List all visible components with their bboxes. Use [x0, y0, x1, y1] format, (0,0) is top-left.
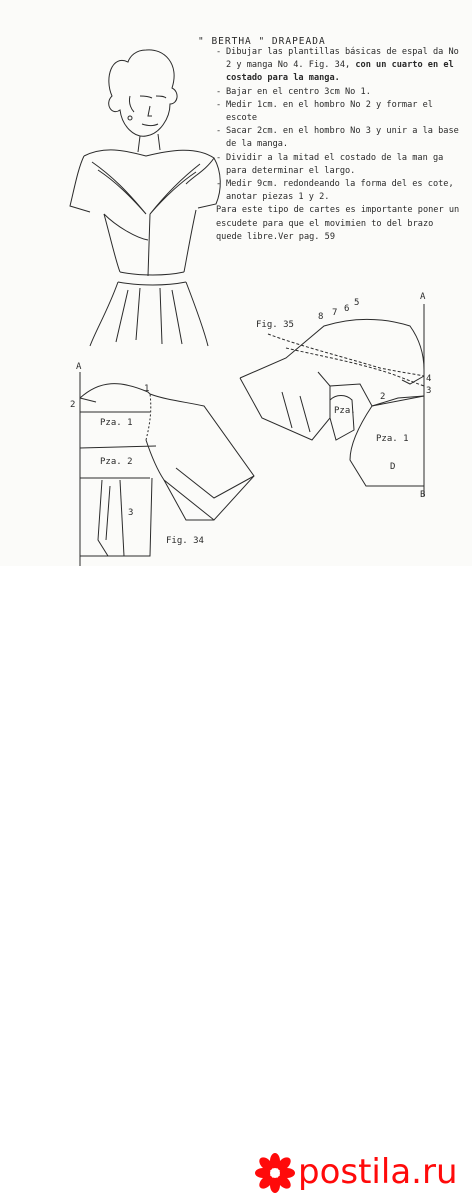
page-title: " BERTHA " DRAPEADA — [198, 36, 326, 47]
instruction-step — [216, 152, 464, 178]
instruction-step — [216, 86, 464, 99]
fig35-piece: Pza. — [334, 406, 356, 416]
fig35-point-3: 3 — [426, 386, 432, 396]
dash-bullet: - — [216, 179, 222, 190]
fashion-figure-illustration — [70, 50, 220, 346]
dash-bullet: - — [216, 99, 222, 110]
fig35-point-5: 5 — [354, 298, 360, 308]
step-text: Dividir a la mitad el costado de la man ga para determinar el largo. — [226, 152, 444, 176]
dash-bullet: - — [216, 47, 222, 57]
watermark-text: postila.ru — [298, 1152, 458, 1192]
step-text: Dibujar las plantillas básicas de espal da No 2 y manga No 4. Fig. 34, — [226, 47, 459, 71]
instruction-note: Para este tipo de cartes es importante poner un escudete para que el movimien to del brazo quede libre.Ver pag. 59 — [216, 205, 460, 242]
scanned-page — [0, 0, 472, 566]
fig34-piece-3: 3 — [128, 508, 134, 518]
fig34-caption: Fig. 34 — [166, 536, 204, 546]
fig35-point-b: B — [420, 490, 426, 500]
fig35-pattern — [240, 304, 424, 496]
fig34-piece-1: Pza. 1 — [100, 418, 133, 428]
step-text: Medir 9cm. redondeando la forma del es cote, anotar piezas 1 y 2. — [226, 179, 454, 203]
fig35-piece-d: D — [390, 462, 396, 472]
dash-bullet: - — [216, 152, 222, 163]
fig35-point-7: 7 — [332, 308, 338, 318]
step-text: Medir 1cm. en el hombro No 2 y formar el escote — [226, 99, 433, 124]
instruction-step — [216, 178, 464, 204]
dash-bullet: - — [216, 126, 222, 137]
fig35-caption: Fig. 35 — [256, 320, 294, 330]
flower-logo-icon — [255, 1153, 295, 1193]
fig34-point-2: 2 — [70, 400, 76, 410]
fig35-piece-1: Pza. 1 — [376, 434, 409, 444]
fig34-point-1: 1 — [144, 384, 150, 394]
instruction-step — [216, 46, 464, 86]
fig35-point-2: 2 — [380, 392, 386, 402]
step-bold-text: con un cuarto en el costado para la manga. — [226, 60, 454, 84]
fig35-point-a: A — [420, 292, 426, 302]
fig34-point-a: A — [76, 362, 82, 372]
instruction-list — [216, 46, 464, 244]
instruction-step — [216, 125, 464, 151]
dash-bullet: - — [216, 86, 222, 97]
instruction-step — [216, 99, 464, 125]
fig35-point-4: 4 — [426, 374, 432, 384]
fig35-point-6: 6 — [344, 304, 350, 314]
step-text: Sacar 2cm. en el hombro No 3 y unir a la base de la manga. — [226, 126, 459, 150]
watermark-band — [0, 566, 472, 1192]
step-text: Bajar en el centro 3cm No 1. — [226, 86, 371, 97]
fig34-piece-2: Pza. 2 — [100, 457, 133, 467]
fig35-point-8: 8 — [318, 312, 324, 322]
